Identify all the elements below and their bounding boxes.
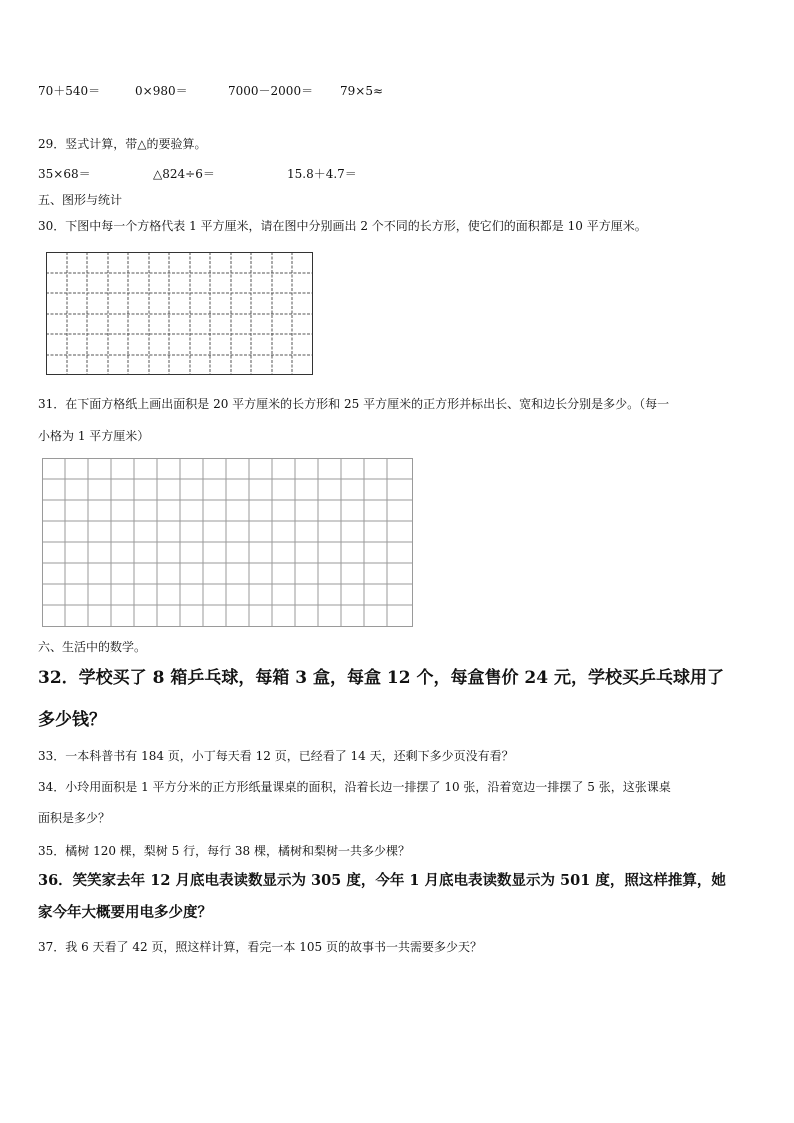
q28-item-3: 7000－2000＝ [228,84,314,98]
q29-item-2: △824÷6＝ [153,167,215,181]
q28-item-1: 70＋540＝ [38,84,101,98]
q30-grid[interactable] [46,252,314,376]
q31-grid[interactable] [42,458,414,628]
q28-item-4: 79×5≈ [340,84,384,98]
q29-item-1: 35×68＝ [38,167,91,181]
q32-text-line2: 多少钱？ [38,710,106,730]
q29-item-3: 15.8＋4.7＝ [287,167,357,181]
section-6-heading: 六、生活中的数学。 [38,640,147,654]
q29-title: 29．竖式计算，带△的要验算。 [38,137,207,151]
section-5-heading: 五、图形与统计 [38,193,123,207]
q31-text-line1: 31．在下面方格纸上画出面积是 20 平方厘米的长方形和 25 平方厘米的正方形并标出长、宽和边长分别是多少。（每一 [38,397,670,411]
q28-item-2: 0×980＝ [135,84,188,98]
q36-text-line1: 36．笑笑家去年 12 月底电表读数显示为 305 度，今年 1 月底电表读数显示为 501 度，照这样推算，她 [38,872,726,889]
q31-text-line2: 小格为 1 平方厘米） [38,429,150,443]
q34-text-line1: 34．小玲用面积是 1 平方分米的正方形纸量课桌的面积，沿着长边一排摆了 10 张，沿着宽边一排摆了 5 张，这张课桌 [38,780,671,794]
q34-text-line2: 面积是多少？ [38,811,111,825]
q36-text-line2: 家今年大概要用电多少度？ [38,904,212,921]
q33-text: 33．一本科普书有 184 页，小丁每天看 12 页，已经看了 14 天，还剩下多少页没有看？ [38,749,514,763]
q32-text-line1: 32．学校买了 8 箱乒乓球，每箱 3 盒，每盒 12 个，每盒售价 24 元，学校买乒乓球用了 [38,668,724,688]
q37-text: 37．我 6 天看了 42 页，照这样计算，看完一本 105 页的故事书一共需要多少天？ [38,940,482,954]
q30-text: 30．下图中每一个方格代表 1 平方厘米，请在图中分别画出 2 个不同的长方形，使它们的面积都是 10 平方厘米。 [38,219,647,233]
q35-text: 35．橘树 120 棵，梨树 5 行，每行 38 棵，橘树和梨树一共多少棵？ [38,844,410,858]
